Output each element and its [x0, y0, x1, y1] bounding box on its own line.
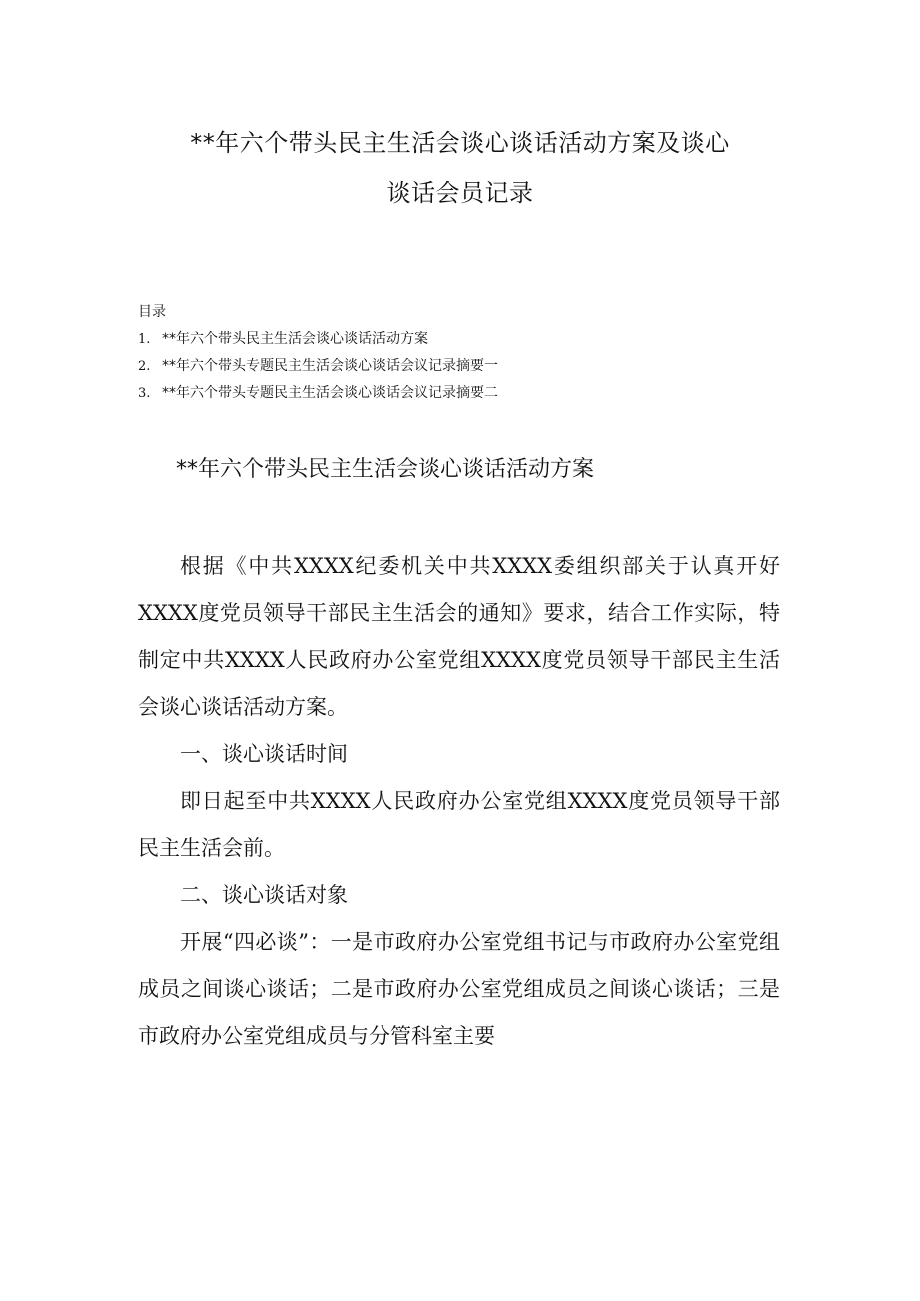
document-title-line-2: 谈话会员记录: [386, 179, 534, 207]
section-title: **年六个带头民主生活会谈心谈话活动方案: [176, 457, 595, 482]
toc-item-label: **年六个带头专题民主生活会谈心谈话会议记录摘要二: [162, 385, 498, 401]
toc-item-number: 1.: [138, 332, 151, 347]
body-paragraph: 根据《中共XXXX纪委机关中共XXXX委组织部关于认真开好XXXX度党员领导干部民主生活会的通知》要求，结合工作实际，特制定中共XXXX人民政府办公室党组XXXX度党员领导干部民主生活会谈心谈话活动方案。: [138, 554, 780, 719]
body-paragraph: 开展“四必谈”：一是市政府办公室党组书记与市政府办公室党组成员之间谈心谈话；二是市政府办公室党组成员之间谈心谈话；三是市政府办公室党组成员与分管科室主要: [138, 930, 780, 1048]
toc-item-label: **年六个带头专题民主生活会谈心谈话会议记录摘要一: [162, 358, 498, 374]
toc-item-number: 2.: [138, 359, 151, 374]
subsection-heading-targets: 二、谈心谈话对象: [180, 883, 348, 907]
toc-item[interactable]: [138, 380, 498, 407]
table-of-contents: [138, 300, 498, 407]
document-title-line-1: **年六个带头民主生活会谈心谈话活动方案及谈心: [190, 129, 730, 157]
body-paragraph: 即日起至中共XXXX人民政府办公室党组XXXX度党员领导干部民主生活会前。: [138, 789, 780, 860]
toc-heading: 目录: [138, 304, 166, 320]
toc-item-number: 3.: [138, 386, 151, 401]
toc-item[interactable]: [138, 353, 498, 380]
document-title: [100, 118, 820, 218]
toc-item-label: **年六个带头民主生活会谈心谈话活动方案: [162, 331, 428, 347]
body-text: [138, 543, 780, 1060]
subsection-heading-time: 一、谈心谈话时间: [180, 742, 348, 766]
toc-item[interactable]: [138, 326, 498, 353]
